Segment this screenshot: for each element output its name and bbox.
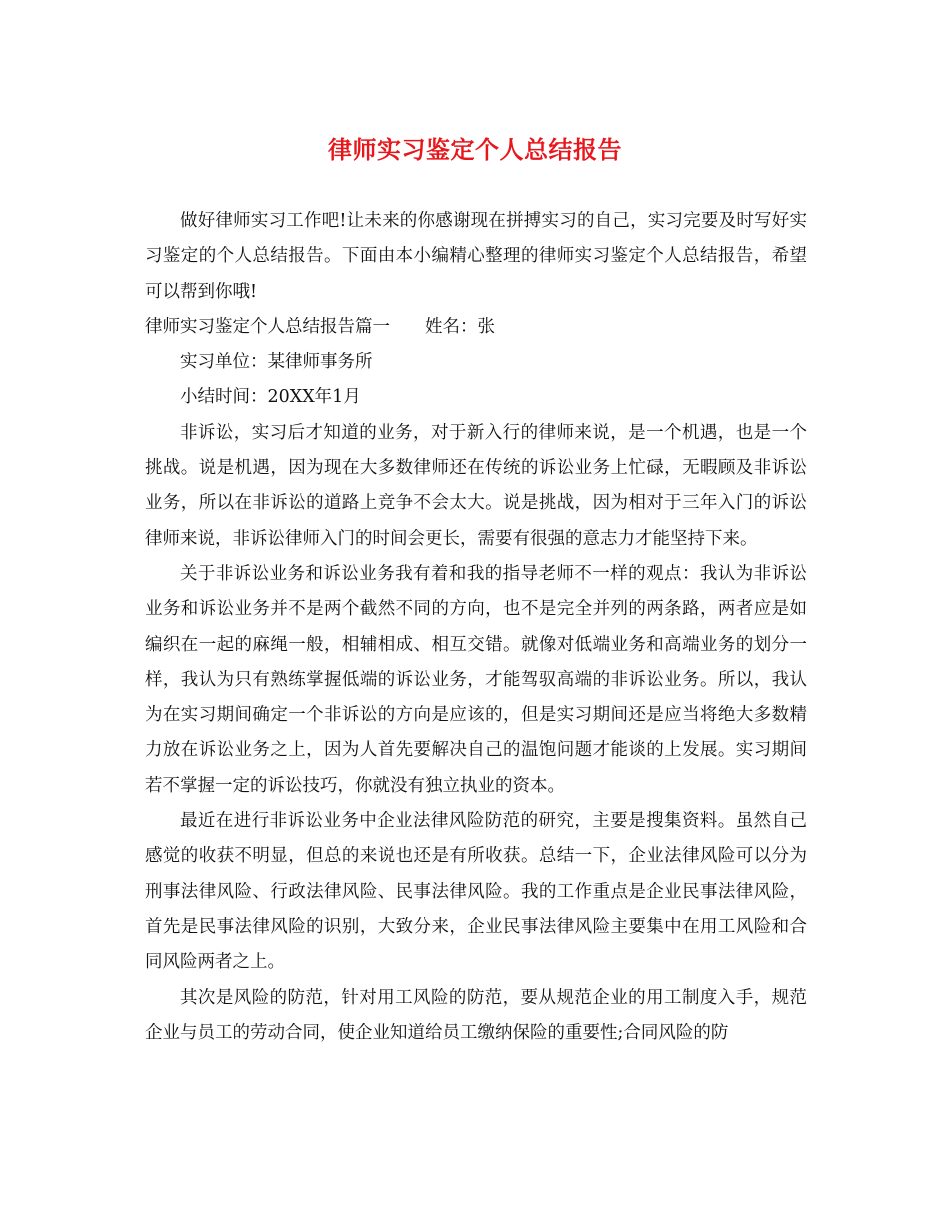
section-heading: 律师实习鉴定个人总结报告篇一 [145,316,390,337]
body-paragraph: 最近在进行非诉讼业务中企业法律风险防范的研究，主要是搜集资料。虽然自己感觉的收获不明显，但总的来说也还是有所收获。总结一下，企业法律风险可以分为刑事法律风险、行政法律风险、民事法律风险。我的工作重点是企业民事法律风险，首先是民事法律风险的识别，大致分来，企业民事法律风险主要集中在用工风险和合同风险两者之上。 [145,811,807,973]
document-title: 律师实习鉴定个人总结报告 [328,135,622,164]
body-paragraph: 非诉讼，实习后才知道的业务，对于新入行的律师来说，是一个机遇，也是一个挑战。说是机遇，因为现在大多数律师还在传统的诉讼业务上忙碌，无暇顾及非诉讼业务，所以在非诉讼的道路上竞争不会太大。说是挑战，因为相对于三年入门的诉讼律师来说，非诉讼律师入门的时间会更长，需要有很强的意志力才能坚持下来。 [145,422,807,549]
section-heading-line [145,310,807,345]
body-paragraph: 其次是风险的防范，针对用工风险的防范，要从规范企业的用工制度入手，规范企业与员工的劳动合同，使企业知道给员工缴纳保险的重要性;合同风险的防 [145,987,807,1043]
body-paragraph: 关于非诉讼业务和诉讼业务我有着和我的指导老师不一样的观点：我认为非诉讼业务和诉讼业务并不是两个截然不同的方向，也不是完全并列的两条路，两者应是如编织在一起的麻绳一般，相辅相成、相互交错。就像对低端业务和高端业务的划分一样，我认为只有熟练掌握低端的诉讼业务，才能驾驭高端的非诉讼业务。所以，我认为在实习期间确定一个非诉讼的方向是应该的，但是实习期间还是应当将绝大多数精力放在诉讼业务之上，因为人首先要解决自己的温饱问题才能谈的上发展。实习期间若不掌握一定的诉讼技巧，你就没有独立执业的资本。 [145,563,807,796]
unit-line: 实习单位：某律师事务所 [180,352,373,373]
document-body [145,204,807,1051]
time-line: 小结时间：20XX年1月 [180,387,361,408]
name-field: 姓名：张 [425,316,495,337]
intro-paragraph: 做好律师实习工作吧!让未来的你感谢现在拼搏实习的自己，实习完要及时写好实习鉴定的个人总结报告。下面由本小编精心整理的律师实习鉴定个人总结报告，希望可以帮到你哦! [145,211,807,302]
